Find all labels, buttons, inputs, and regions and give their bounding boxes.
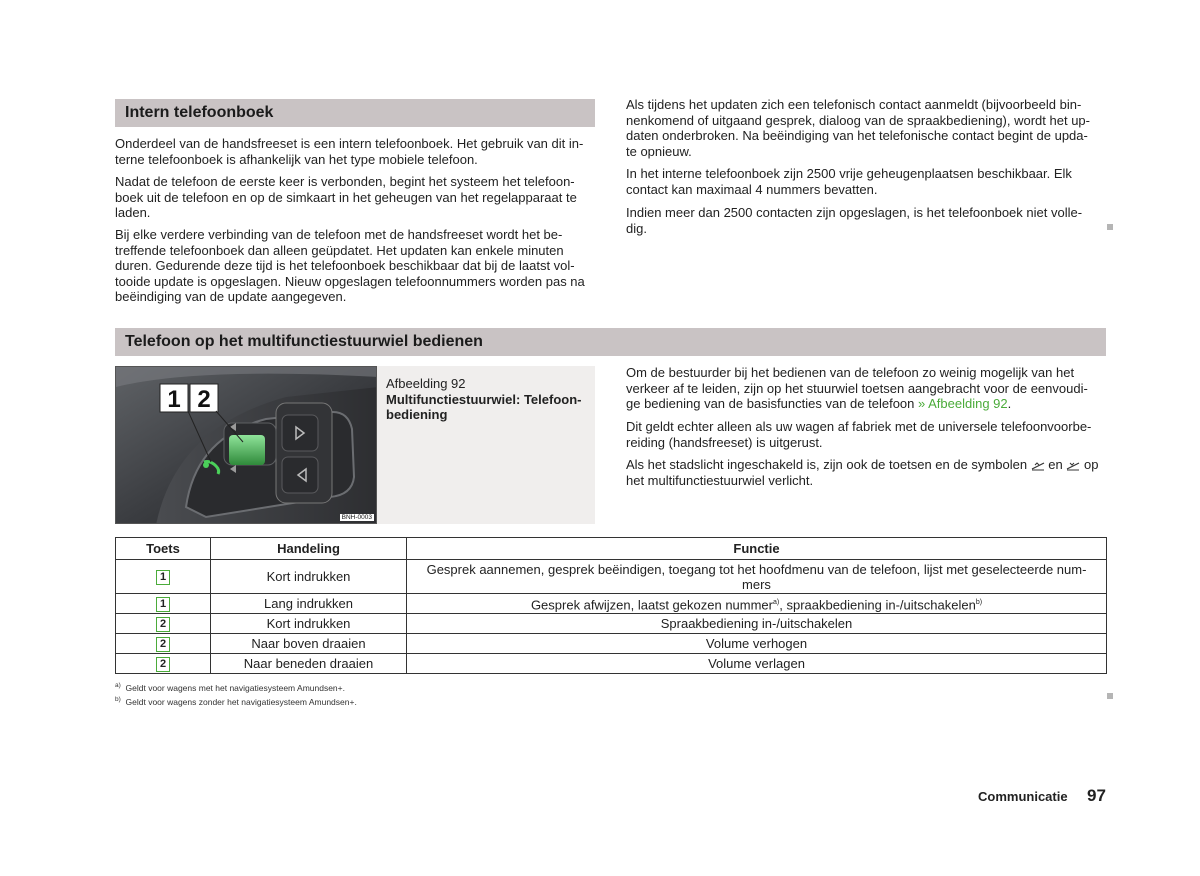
key-cell: [116, 634, 211, 654]
key-cell: [116, 614, 211, 634]
paragraph: Onderdeel van de handsfreeset is een intern telefoonboek. Het gebruik van dit in- terne telefoonboek is afhankelijk van het type mobiele telefoon.: [115, 136, 584, 167]
key-badge: 2: [156, 637, 170, 652]
figure-code: BNH-0003: [341, 514, 372, 521]
steering-wheel-image: [115, 366, 377, 524]
volume-down-icon: [1066, 457, 1080, 472]
figure-caption: [377, 366, 595, 524]
section-end-marker: [1107, 693, 1113, 699]
paragraph-text: en: [1044, 457, 1067, 472]
footnote-mark: b): [115, 696, 121, 703]
paragraph: Nadat de telefoon de eerste keer is verbonden, begint het systeem het telefoon- boek uit de telefoon en op de simkaart in het geheugen van het regelapparaat te laden.: [115, 174, 577, 220]
figure-label-1: 1: [167, 386, 181, 413]
key-badge: 1: [156, 597, 170, 612]
table-row: [116, 560, 1107, 594]
action-cell: Kort indrukken: [211, 560, 407, 594]
footnote: [115, 696, 357, 707]
function-text: , spraakbediening in-/uitschakelen: [779, 597, 976, 613]
function-cell: Spraakbediening in-/uitschakelen: [407, 614, 1107, 634]
paragraph: Bij elke verdere verbinding van de telefoon met de handsfreeset wordt het be- treffende telefoonboek dan alleen geüpdatet. Het updaten kan enkele minuten duren. Gedurende deze tijd is het telefoonboek beschikbaar dat bij de laatst vol- tooide update is opgeslagen. Nieuw opgeslagen telefoonnummers worden pas na beëindiging van de update aangegeven.: [115, 227, 585, 304]
action-cell: Naar beneden draaien: [211, 654, 407, 674]
section-heading-telefoon-stuurwiel: [115, 328, 1106, 356]
function-cell: Volume verhogen: [407, 634, 1107, 654]
section-end-marker: [1107, 224, 1113, 230]
footnote-ref: a): [773, 599, 780, 606]
table-row: [116, 634, 1107, 654]
function-cell: [407, 594, 1107, 614]
paragraph-text: op het multifunctiestuurwiel verlicht.: [626, 457, 1099, 488]
paragraph-intro: [626, 365, 1108, 412]
table-row: [116, 614, 1107, 634]
action-cell: Kort indrukken: [211, 614, 407, 634]
key-badge: 2: [156, 657, 170, 672]
table-header-row: [116, 538, 1107, 560]
footnote-text: Geldt voor wagens met het navigatiesysteem Amundsen+.: [125, 682, 345, 693]
figure-number: Afbeelding 92: [386, 376, 466, 391]
section-heading-text: Telefoon op het multifunctiestuurwiel bedienen: [125, 333, 483, 350]
paragraph: Als tijdens het updaten zich een telefonisch contact aanmeldt (bijvoorbeeld bin- nenkomend of uitgaand gesprek, dialoog van de spraakbediening), wordt het up- daten onderbroken. Na beëindiging van het telefonische contact begint de upda- te opnieuw.: [626, 97, 1090, 159]
paragraph-text: Om de bestuurder bij het bedienen van de telefoon zo weinig mogelijk van het verkeer af te leiden, zijn op het stuurwiel toetsen aangebracht voor de eenvoudi- ge bediening van de basisfuncties van de telefoon: [626, 365, 1088, 411]
volume-up-icon: [1031, 457, 1045, 472]
page-number: 97: [1087, 786, 1106, 805]
figure-reference-link[interactable]: » Afbeelding 92: [918, 396, 1008, 411]
action-cell: Naar boven draaien: [211, 634, 407, 654]
table-row: [116, 654, 1107, 674]
key-cell: [116, 560, 211, 594]
column-header-handeling: Handeling: [211, 538, 407, 560]
paragraph: Indien meer dan 2500 contacten zijn opgeslagen, is het telefoonboek niet volle- dig.: [626, 205, 1083, 236]
function-cell: Gesprek aannemen, gesprek beëindigen, toegang tot het hoofdmenu van de telefoon, lijst met geselecteerde num- mers: [407, 560, 1107, 594]
paragraph: Dit geldt echter alleen als uw wagen af fabriek met de universele telefoonvoorbe- reiding (handsfreeset) is uitgerust.: [626, 419, 1092, 450]
section-heading-intern-telefoonboek: [115, 99, 595, 127]
figure-label-2: 2: [197, 386, 211, 413]
steering-wheel-illustration: [116, 367, 377, 524]
footer-section-title: Communicatie: [978, 789, 1068, 804]
table-row: [116, 594, 1107, 614]
paragraph-text: Als het stadslicht ingeschakeld is, zijn ook de toetsen en de symbolen: [626, 457, 1031, 472]
column-header-toets: Toets: [116, 538, 211, 560]
function-cell: Volume verlagen: [407, 654, 1107, 674]
key-badge: 1: [156, 570, 170, 585]
footnote-text: Geldt voor wagens zonder het navigatiesysteem Amundsen+.: [125, 696, 357, 707]
paragraph-text: .: [1007, 396, 1012, 411]
paragraph-symbols: [626, 457, 1108, 488]
footnote-mark: a): [115, 682, 121, 689]
footnote-ref: b): [975, 599, 983, 606]
function-text: Gesprek afwijzen, laatst gekozen nummer: [530, 597, 773, 613]
action-cell: Lang indrukken: [211, 594, 407, 614]
key-cell: [116, 654, 211, 674]
figure-title: Multifunctiestuurwiel: Telefoon- bediening: [386, 391, 582, 422]
function-table: [115, 537, 1107, 674]
paragraph: In het interne telefoonboek zijn 2500 vrije geheugenplaatsen beschikbaar. Elk contact kan maximaal 4 nummers bevatten.: [626, 166, 1072, 197]
footnote: [115, 682, 345, 693]
section-heading-text: Intern telefoonboek: [125, 104, 274, 121]
key-badge: 2: [156, 617, 170, 632]
key-cell: [116, 594, 211, 614]
column-header-functie: Functie: [407, 538, 1107, 560]
